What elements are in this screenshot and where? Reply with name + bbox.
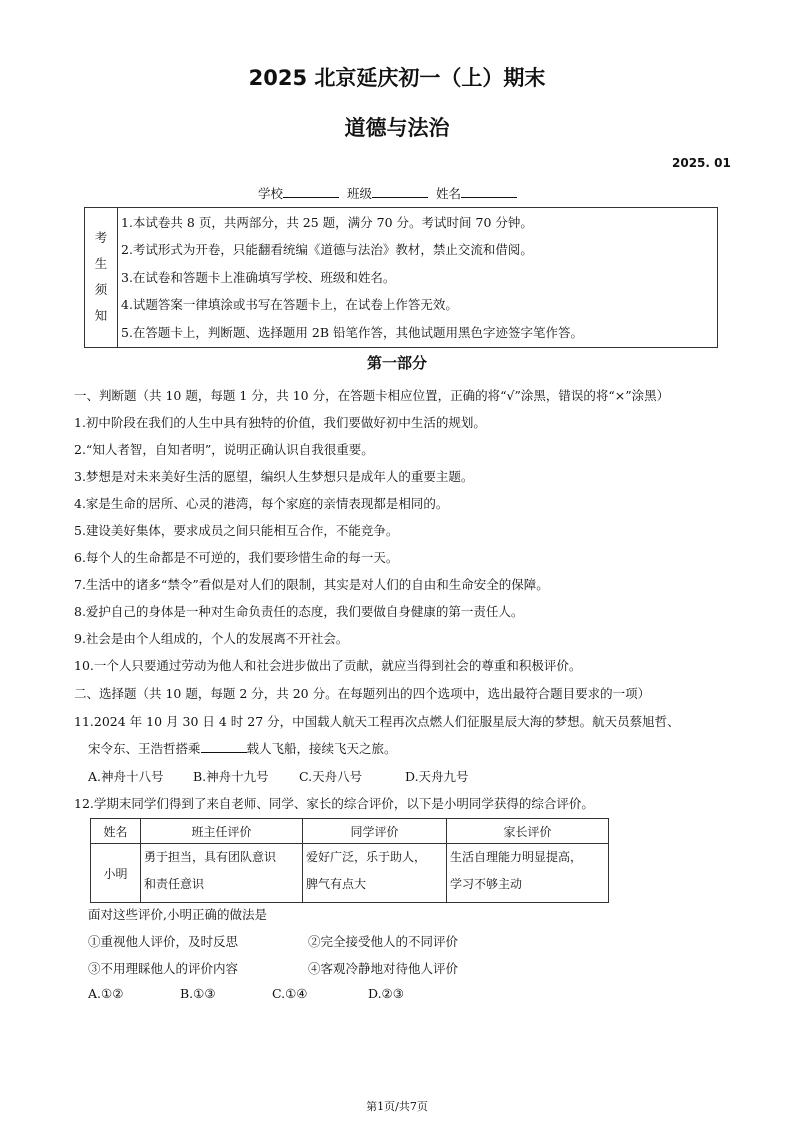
- judgment-item: 1.初中阶段在我们的人生中具有独特的价值，我们要做好初中生活的规划。: [74, 415, 486, 430]
- table-header: 家长评价: [447, 819, 609, 844]
- subject-title: 道德与法治: [344, 116, 450, 140]
- school-blank: [283, 185, 339, 198]
- student-info-line: [258, 184, 517, 202]
- cell-line: 生活自理能力明显提高，: [450, 850, 583, 864]
- option-d: D.②③: [368, 986, 404, 1001]
- school-label: 学校: [258, 186, 284, 201]
- cell-line: 学习不够主动: [450, 877, 523, 891]
- notice-side-char: 须: [94, 282, 108, 298]
- option-b: B.神舟十九号: [193, 769, 269, 784]
- table-header: 姓名: [91, 819, 141, 844]
- exam-date: 2025. 01: [672, 156, 731, 170]
- exam-title: 2025 北京延庆初一（上）期末: [248, 66, 546, 90]
- notice-item: 2.考试形式为开卷，只能翻看统编《道德与法治》教材，禁止交流和借阅。: [121, 242, 533, 258]
- question-11-line1: 11.2024 年 10 月 30 日 4 时 27 分，中国载人航天工程再次点燃人们征服星辰大海的梦想。航天员蔡旭哲、: [74, 714, 680, 729]
- statement-item: ④客观冷静地对待他人评价: [308, 961, 459, 976]
- option-c: C.①④: [272, 986, 308, 1001]
- option-c: C.天舟八号: [299, 769, 363, 784]
- evaluation-table: [90, 818, 609, 903]
- statements-row-1: [88, 932, 458, 950]
- question-11-line2: [88, 739, 397, 757]
- question-12-stem: 12.学期末同学们得到了来自老师、同学、家长的综合评价，以下是小明同学获得的综合评价。: [74, 796, 594, 811]
- class-label: 班级: [346, 186, 372, 201]
- part-one-title: 第一部分: [366, 354, 427, 372]
- question-12-options: [88, 986, 404, 1001]
- judgment-item: 3.梦想是对未来美好生活的愿望，编织人生梦想只是成年人的重要主题。: [74, 469, 474, 484]
- notice-side-char: 生: [94, 256, 108, 272]
- table-header: 班主任评价: [141, 819, 303, 844]
- judgment-item: 10.一个人只要通过劳动为他人和社会进步做出了贡献，就应当得到社会的尊重和积极评价。: [74, 658, 582, 673]
- cell-line: 脾气有点大: [306, 877, 367, 891]
- question-11-text-b: 载人飞船，接续飞天之旅。: [246, 741, 397, 756]
- cell-line: 爱好广泛，乐于助人，: [306, 850, 427, 864]
- judgment-item: 9.社会是由个人组成的，个人的发展离不开社会。: [74, 631, 349, 646]
- judgment-item: 8.爱护自己的身体是一种对生命负责任的态度，我们要做自身健康的第一责任人。: [74, 604, 524, 619]
- judgment-item: 5.建设美好集体，要求成员之间只能相互合作，不能竞争。: [74, 523, 399, 538]
- table-cell-name: 小明: [91, 844, 141, 903]
- option-a: A.神舟十八号: [88, 769, 164, 784]
- statement-item: ③不用理睬他人的评价内容: [88, 961, 239, 976]
- notice-item: 3.在试卷和答题卡上准确填写学校、班级和姓名。: [121, 269, 396, 285]
- table-header: 同学评价: [303, 819, 447, 844]
- notice-side-label: [85, 208, 118, 348]
- table-cell-parents: [447, 844, 609, 903]
- question-12-prompt: 面对这些评价,小明正确的做法是: [88, 907, 267, 922]
- name-blank: [461, 185, 517, 198]
- notice-item: 1.本试卷共 8 页，共两部分，共 25 题，满分 70 分。考试时间 70 分钟。: [121, 215, 533, 230]
- judgment-item: 6.每个人的生命都是不可逆的，我们要珍惜生命的每一天。: [74, 550, 399, 565]
- notice-side-char: 考: [94, 230, 108, 246]
- notice-side-char: 知: [94, 308, 108, 324]
- notice-item: 5.在答题卡上，判断题、选择题用 2B 铅笔作答，其他试题用黑色字迹签字笔作答。: [121, 324, 584, 340]
- class-blank: [372, 185, 428, 198]
- option-a: A.①②: [88, 986, 124, 1001]
- question-11-text-a: 宋令东、王浩哲搭乘: [88, 741, 201, 756]
- name-label: 姓名: [435, 186, 461, 201]
- notice-items: [118, 208, 718, 348]
- statements-row-2: [88, 959, 458, 977]
- notice-box: [84, 207, 718, 348]
- option-b: B.①③: [180, 986, 216, 1001]
- table-cell-classmates: [303, 844, 447, 903]
- cell-line: 和责任意识: [144, 877, 205, 891]
- judgment-item: 7.生活中的诸多“禁令”看似是对人们的限制，其实是对人们的自由和生命安全的保障。: [74, 577, 549, 592]
- notice-item: 4.试题答案一律填涂或书写在答题卡上，在试卷上作答无效。: [121, 297, 458, 313]
- answer-blank: [201, 740, 247, 753]
- page-number: 第1页/共7页: [366, 1100, 428, 1113]
- option-d: D.天舟九号: [405, 769, 469, 784]
- table-row: [91, 844, 609, 903]
- statement-item: ①重视他人评价，及时反思: [88, 934, 239, 949]
- table-cell-teacher: [141, 844, 303, 903]
- statement-item: ②完全接受他人的不同评价: [308, 934, 459, 949]
- judgment-item: 4.家是生命的居所、心灵的港湾，每个家庭的亲情表现都是相同的。: [74, 496, 449, 511]
- question-11-options: [88, 767, 469, 785]
- judgment-item: 2.“知人者智，自知者明”，说明正确认识自我很重要。: [74, 442, 374, 457]
- section-one-title: 一、判断题（共 10 题，每题 1 分，共 10 分，在答题卡相应位置，正确的将“√”涂黑，错误的将“×”涂黑）: [74, 388, 670, 403]
- cell-line: 勇于担当，具有团队意识: [144, 850, 277, 864]
- section-two-title: 二、选择题（共 10 题，每题 2 分，共 20 分。在每题列出的四个选项中，选出最符合题目要求的一项）: [74, 686, 651, 701]
